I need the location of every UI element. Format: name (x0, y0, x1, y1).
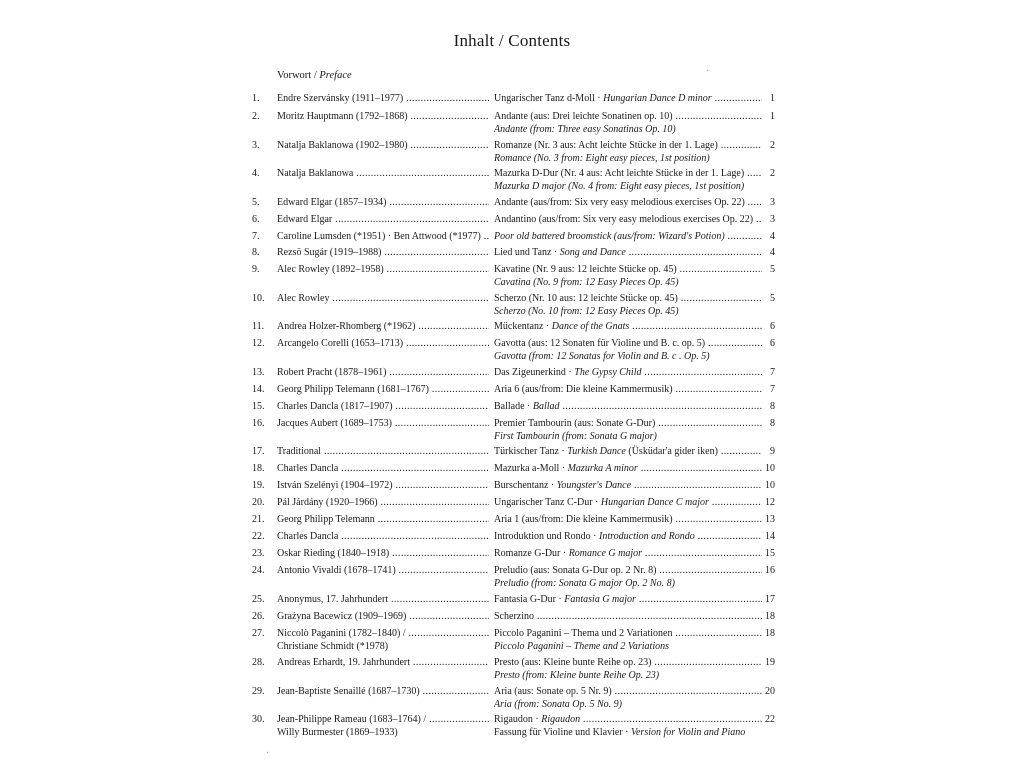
entry-number: 5. (252, 197, 260, 208)
entry-composer-text: Alec Rowley (1892–1958) (277, 264, 384, 275)
entry-page-number: 4 (770, 247, 775, 258)
entry-title (494, 92, 762, 106)
entry-title-second-line (494, 726, 780, 740)
preface-label: Vorwort / (277, 70, 320, 81)
page-title: Inhalt / Contents (453, 31, 571, 50)
entry-title-text: Fantasia G-Dur · (494, 594, 565, 605)
preface-label-en: Preface (319, 70, 352, 81)
entry-page-number: 8 (770, 401, 775, 412)
entry-page-number: 14 (765, 531, 775, 542)
entry-page-number: 18 (765, 628, 775, 639)
entry-number: 18. (252, 463, 265, 474)
entry-composer (277, 263, 489, 277)
entry-title (494, 496, 762, 510)
entry-title2-italic: Version for Violin and Piano (630, 727, 746, 738)
entry-number: 21. (252, 514, 265, 525)
entry-title (494, 417, 762, 431)
entry-composer (277, 337, 489, 351)
entry-title (494, 320, 762, 334)
entry-composer (277, 496, 489, 510)
entry-title (494, 656, 762, 670)
speck-mark: · (266, 748, 270, 759)
entry-title-italic: Mazurka A minor (567, 463, 638, 474)
entry-composer (277, 400, 489, 414)
entry-title (494, 337, 762, 351)
toc-entry (0, 292, 1024, 320)
entry-composer-text: Charles Dancla (277, 531, 339, 542)
entry-title-english: Presto (from: Kleine bunte Reihe Op. 23) (494, 670, 660, 681)
entry-title-text: Preludio (aus: Sonata G-Dur op. 2 Nr. 8) (494, 565, 657, 576)
entry-title (494, 383, 762, 397)
entry-title (494, 685, 762, 699)
entry-title-italic: Introduction and Rondo (599, 531, 695, 542)
entry-number: 9. (252, 264, 260, 275)
entry-page-number: 7 (770, 367, 775, 378)
entry-title (494, 366, 762, 380)
entry-composer-text: Robert Pracht (1878–1961) (277, 367, 387, 378)
entry-title2-text: Fassung für Violine und Klavier · (494, 727, 631, 738)
entry-title-english: Preludio (from: Sonata G major Op. 2 No. 8) (494, 578, 675, 589)
entry-number: 26. (252, 611, 265, 622)
entry-title (494, 400, 762, 414)
entry-composer-text: Georg Philipp Telemann (277, 514, 375, 525)
entry-composer (277, 230, 489, 244)
toc-entry (0, 167, 1024, 195)
entry-number: 16. (252, 418, 265, 429)
entry-composer-text: Traditional (277, 446, 322, 457)
entry-page-number: 20 (765, 686, 775, 697)
entry-title-text: Scherzo (Nr. 10 aus: 12 leichte Stücke op. 45) (494, 293, 678, 304)
entry-page-number: 17 (765, 594, 775, 605)
entry-composer (277, 479, 489, 493)
entry-title (494, 213, 762, 227)
entry-title-text: Romanze (Nr. 3 aus: Acht leichte Stücke in der 1. Lage) (494, 140, 718, 151)
entry-composer (277, 213, 489, 227)
entry-title-text: Andantino (aus/from: Six very easy melodious exercises Op. 22) (494, 214, 754, 225)
entry-number: 11. (252, 321, 265, 332)
entry-title-english: Gavotta (from: 12 Sonatas for Violin and B. c . Op. 5) (494, 351, 710, 362)
entry-composer (277, 320, 489, 334)
entry-composer (277, 656, 489, 670)
entry-page-number: 3 (770, 197, 775, 208)
entry-page-number: 6 (770, 338, 775, 349)
entry-title-text: Presto (aus: Kleine bunte Reihe op. 23) (494, 657, 652, 668)
entry-title-italic: Song and Dance (559, 247, 626, 258)
entry-title-text: Mückentanz · (494, 321, 552, 332)
entry-composer-text: Niccolò Paganini (1782–1840) / (277, 628, 406, 639)
entry-number: 7. (252, 231, 260, 242)
entry-title-italic: Hungarian Dance C major (600, 497, 709, 508)
entry-title (494, 627, 762, 641)
entry-composer-text: Georg Philipp Telemann (1681–1767) (277, 384, 429, 395)
toc-entry (0, 110, 1024, 138)
entry-title-italic: Ballad (532, 401, 560, 412)
entry-number: 24. (252, 565, 265, 576)
entry-title-english: Cavatina (No. 9 from: 12 Easy Pieces Op. 45) (494, 277, 679, 288)
entry-page-number: 18 (765, 611, 775, 622)
entry-page-number: 1 (770, 93, 775, 104)
entry-composer (277, 445, 489, 459)
entry-page-number: 7 (770, 384, 775, 395)
entry-page-number: 13 (765, 514, 775, 525)
entry-title-italic: Youngster's Dance (556, 480, 632, 491)
entry-number: 2. (252, 111, 260, 122)
entry-number: 15. (252, 401, 265, 412)
entry-title-text: Lied und Tanz · (494, 247, 560, 258)
entry-composer (277, 627, 489, 641)
entry-title-text: Burschentanz · (494, 480, 557, 491)
entry-title (494, 445, 762, 459)
entry-title-text: Mazurka D-Dur (Nr. 4 aus: Acht leichte Stücke in der 1. Lage) (494, 168, 745, 179)
entry-number: 28. (252, 657, 265, 668)
toc-entry (0, 139, 1024, 167)
entry-page-number: 1 (770, 111, 775, 122)
entry-title-text: Piccolo Paganini – Thema und 2 Variationen (494, 628, 673, 639)
entry-composer-text: Arcangelo Corelli (1653–1713) (277, 338, 404, 349)
entry-composer-text: Jacques Aubert (1689–1753) (277, 418, 392, 429)
toc-entry (0, 656, 1024, 684)
entry-page-number: 10 (765, 480, 775, 491)
entry-composer (277, 610, 489, 624)
toc-entry (0, 685, 1024, 713)
entry-number: 23. (252, 548, 265, 559)
entry-composer-text: Pál Járdány (1920–1966) (277, 497, 378, 508)
entry-title (494, 292, 762, 306)
entry-composer (277, 564, 489, 578)
entry-composer (277, 167, 489, 181)
toc-entry (0, 337, 1024, 365)
entry-number: 6. (252, 214, 260, 225)
entry-title-italic: Turkish Dance (567, 446, 626, 457)
entry-composer-text: Endre Szervánsky (1911–1977) (277, 93, 404, 104)
entry-title-text: Türkischer Tanz · (494, 446, 568, 457)
entry-page-number: 8 (770, 418, 775, 429)
entry-title (494, 513, 762, 527)
entry-composer (277, 417, 489, 431)
entry-number: 3. (252, 140, 260, 151)
entry-composer (277, 593, 489, 607)
entry-title-english: Piccolo Paganini – Theme and 2 Variations (494, 641, 669, 652)
entry-title (494, 713, 762, 727)
entry-title (494, 110, 762, 124)
entry-title-text: Gavotta (aus: 12 Sonaten für Violine und B. c. op. 5) (494, 338, 706, 349)
entry-title-english: Mazurka D major (No. 4 from: Eight easy pieces, 1st position) (494, 181, 745, 192)
entry-composer (277, 462, 489, 476)
entry-title (494, 230, 762, 244)
entry-page-number: 3 (770, 214, 775, 225)
entry-title-text: Rigaudon · (494, 714, 542, 725)
entry-composer-text: Andrea Holzer-Rhomberg (*1962) (277, 321, 416, 332)
entry-title-italic: Fantasia G major (564, 594, 636, 605)
speck-mark: · (706, 66, 710, 77)
entry-composer (277, 513, 489, 527)
entry-composer (277, 110, 489, 124)
entry-title (494, 530, 762, 544)
entry-composer-text: Caroline Lumsden (*1951) · Ben Attwood (*1977) (277, 231, 481, 242)
entry-number: 1. (252, 93, 260, 104)
entry-composer-secondary: Christiane Schmidt (*1978) (277, 641, 389, 652)
entry-number: 27. (252, 628, 265, 639)
entry-composer-text: Alec Rowley (277, 293, 330, 304)
entry-composer-text: Natalja Baklanowa (277, 168, 354, 179)
entry-composer-text: Andreas Erhardt, 19. Jahrhundert (277, 657, 411, 668)
entry-title-english: Scherzo (No. 10 from: 12 Easy Pieces Op. 45) (494, 306, 679, 317)
entry-composer-text: Oskar Rieding (1840–1918) (277, 548, 390, 559)
entry-composer-text: Charles Dancla (1817–1907) (277, 401, 393, 412)
entry-title (494, 462, 762, 476)
entry-number: 29. (252, 686, 265, 697)
entry-number: 12. (252, 338, 265, 349)
entry-title-english: Andante (from: Three easy Sonatinas Op. 10) (494, 124, 676, 135)
entry-composer (277, 530, 489, 544)
entry-title (494, 196, 762, 210)
entry-title-text: Ungarischer Tanz d-Moll · (494, 93, 604, 104)
entry-composer-text: István Szelényi (1904–1972) (277, 480, 393, 491)
entry-number: 17. (252, 446, 265, 457)
entry-title-tail: (Üsküdar'a gider iken) (625, 446, 718, 457)
entry-number: 22. (252, 531, 265, 542)
entry-title-italic: Hungarian Dance D minor (603, 93, 712, 104)
entry-number: 8. (252, 247, 260, 258)
entry-title (494, 139, 762, 153)
entry-page-number: 6 (770, 321, 775, 332)
entry-page-number: 5 (770, 293, 775, 304)
entry-page-number: 2 (770, 168, 775, 179)
entry-title-text: Das Zigeunerkind · (494, 367, 575, 378)
entry-title-english: First Tambourin (from: Sonata G major) (494, 431, 657, 442)
entry-composer (277, 92, 489, 106)
entry-title-italic: Romance G major (568, 548, 643, 559)
entry-title-italic: Rigaudon (541, 714, 581, 725)
entry-title-text: Romanze G-Dur · (494, 548, 569, 559)
entry-composer-text: Antonio Vivaldi (1678–1741) (277, 565, 396, 576)
entry-title-text: Aria 6 (aus/from: Die kleine Kammermusik) (494, 384, 673, 395)
entry-number: 13. (252, 367, 265, 378)
entry-number: 10. (252, 293, 265, 304)
entry-number: 20. (252, 497, 265, 508)
entry-title (494, 167, 762, 181)
entry-composer-text: Rezsö Sugár (1919–1988) (277, 247, 382, 258)
entry-page-number: 12 (765, 497, 775, 508)
entry-title-text: Premier Tambourin (aus: Sonate G-Dur) (494, 418, 656, 429)
entry-composer (277, 713, 489, 727)
entry-title-text: Mazurka a-Moll · (494, 463, 568, 474)
entry-composer (277, 292, 489, 306)
entry-number: 30. (252, 714, 265, 725)
entry-number: 25. (252, 594, 265, 605)
entry-title-text: Introduktion und Rondo · (494, 531, 599, 542)
entry-page-number: 2 (770, 140, 775, 151)
entry-number: 14. (252, 384, 265, 395)
entry-composer-text: Moritz Hauptmann (1792–1868) (277, 111, 408, 122)
entry-title-text: Kavatine (Nr. 9 aus: 12 leichte Stücke op. 45) (494, 264, 677, 275)
entry-title (494, 263, 762, 277)
entry-title-italic: Dance of the Gnats (551, 321, 630, 332)
toc-entry (0, 263, 1024, 291)
entry-title-text: Ungarischer Tanz C-Dur · (494, 497, 601, 508)
entry-number: 4. (252, 168, 260, 179)
entry-composer-text: Jean-Philippe Rameau (1683–1764) / (277, 714, 427, 725)
entry-title-text: Scherzino (494, 611, 534, 622)
entry-composer (277, 246, 489, 260)
entry-page-number: 22 (765, 714, 775, 725)
entry-title-text: Andante (aus/from: Six very easy melodious exercises Op. 22) (494, 197, 745, 208)
entry-composer-text: Grażyna Bacewicz (1909–1969) (277, 611, 407, 622)
entry-page-number: 9 (770, 446, 775, 457)
entry-page-number: 15 (765, 548, 775, 559)
entry-title (494, 246, 762, 260)
entry-title-text: Aria 1 (aus/from: Die kleine Kammermusik) (494, 514, 673, 525)
entry-page-number: 4 (770, 231, 775, 242)
entry-composer-text: Charles Dancla (277, 463, 339, 474)
entry-composer-text: Jean-Baptiste Senaillé (1687–1730) (277, 686, 420, 697)
entry-composer-text: Anonymus, 17. Jahrhundert (277, 594, 389, 605)
toc-entry (0, 417, 1024, 445)
entry-composer (277, 685, 489, 699)
entry-composer (277, 547, 489, 561)
entry-title-italic: The Gypsy Child (574, 367, 642, 378)
entry-title-english: Romance (No. 3 from: Eight easy pieces, 1st position) (494, 153, 710, 164)
entry-title-italic: Poor old battered broomstick (aus/from: Wizard's Potion) (494, 231, 725, 242)
entry-title-text: Aria (aus: Sonate op. 5 Nr. 9) (494, 686, 612, 697)
entry-page-number: 10 (765, 463, 775, 474)
entry-composer (277, 383, 489, 397)
toc-entry (0, 564, 1024, 592)
entry-title (494, 593, 762, 607)
toc-entry (0, 713, 1024, 741)
entry-title-text: Ballade · (494, 401, 533, 412)
entry-title (494, 547, 762, 561)
entry-composer-text: Edward Elgar (1857–1934) (277, 197, 387, 208)
entry-page-number: 16 (765, 565, 775, 576)
entry-composer-text: Edward Elgar (277, 214, 333, 225)
entry-composer (277, 139, 489, 153)
entry-composer-secondary: Willy Burmester (1869–1933) (277, 727, 398, 738)
entry-title-text: Andante (aus: Drei leichte Sonatinen op. 10) (494, 111, 673, 122)
entry-title (494, 564, 762, 578)
entry-composer (277, 366, 489, 380)
entry-composer-text: Natalja Baklanowa (1902–1980) (277, 140, 408, 151)
entry-composer (277, 196, 489, 210)
entry-number: 19. (252, 480, 265, 491)
entry-page-number: 19 (765, 657, 775, 668)
entry-page-number: 5 (770, 264, 775, 275)
entry-title (494, 610, 762, 624)
entry-title (494, 479, 762, 493)
entry-title-english: Aria (from: Sonata Op. 5 No. 9) (494, 699, 622, 710)
toc-entry (0, 627, 1024, 655)
